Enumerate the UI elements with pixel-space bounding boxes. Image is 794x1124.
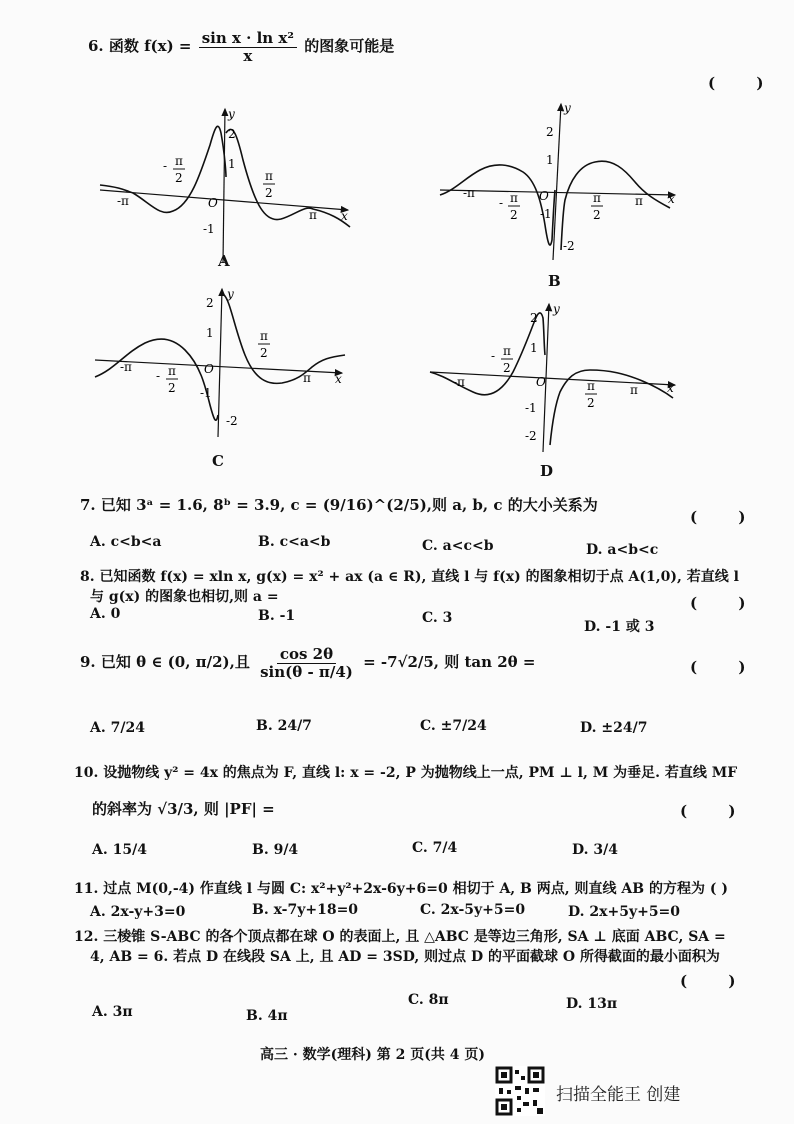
a-neg-pi: -π bbox=[117, 194, 129, 208]
b-tick-neg1: -1 bbox=[540, 207, 552, 221]
q10-line2: 的斜率为 √3/3, 则 |PF| = bbox=[92, 800, 275, 818]
b-half-pi-num: π bbox=[593, 191, 601, 205]
q9-prefix: 9. 已知 θ ∈ (0, π/2),且 bbox=[80, 653, 250, 671]
a-origin: O bbox=[208, 196, 218, 210]
c-y-label: y bbox=[227, 287, 234, 301]
d-x-label: x bbox=[667, 381, 674, 395]
a-pi: π bbox=[309, 208, 317, 222]
q9-denominator: sin(θ - π/4) bbox=[260, 662, 353, 681]
b-tick-1: 1 bbox=[546, 153, 554, 167]
q10-option-b: B. 9/4 bbox=[252, 842, 299, 858]
q8-option-b: B. -1 bbox=[258, 608, 296, 624]
q10-option-c: C. 7/4 bbox=[412, 840, 458, 856]
a-tick-1: 1 bbox=[228, 157, 236, 171]
q7-option-c: C. a<c<b bbox=[422, 538, 494, 554]
d-half-pi-den: 2 bbox=[587, 396, 595, 410]
q7-stem bbox=[80, 494, 598, 515]
b-y-label: y bbox=[564, 101, 571, 115]
q10-option-a: A. 15/4 bbox=[92, 842, 147, 858]
q6-denominator: x bbox=[243, 46, 253, 65]
d-tick-neg2: -2 bbox=[525, 429, 537, 443]
watermark-text: 扫描全能王 创建 bbox=[556, 1085, 681, 1105]
c-neg-half-pi-den: 2 bbox=[168, 381, 176, 395]
a-neg-half-pi-num: π bbox=[175, 154, 183, 168]
q11-option-a: A. 2x-y+3=0 bbox=[90, 904, 186, 920]
q10-line1: 10. 设抛物线 y² = 4x 的焦点为 F, 直线 l: x = -2, P 为抛物线上一点, PM ⊥ l, M 为垂足. 若直线 MF bbox=[74, 765, 738, 781]
c-tick-1: 1 bbox=[206, 326, 214, 340]
q9-fraction bbox=[257, 646, 356, 680]
q9-option-a: A. 7/24 bbox=[90, 720, 145, 736]
a-half-pi-den: 2 bbox=[265, 186, 273, 200]
graph-a bbox=[95, 105, 360, 270]
c-neg-pi: -π bbox=[120, 360, 132, 374]
c-half-pi-num: π bbox=[260, 329, 268, 343]
b-tick-2: 2 bbox=[546, 125, 554, 139]
page-footer: 高三 · 数学(理科) 第 2 页(共 4 页) bbox=[260, 1047, 485, 1063]
d-neg-pi: -π bbox=[453, 375, 465, 389]
b-neg-half-pi-den: 2 bbox=[510, 208, 518, 222]
q7-option-a: A. c<b<a bbox=[90, 534, 162, 550]
a-neg-sign: - bbox=[163, 159, 168, 173]
q11-option-d: D. 2x+5y+5=0 bbox=[568, 904, 681, 920]
q9-rhs: = -7√2/5, 则 tan 2θ = bbox=[363, 653, 536, 671]
c-neg-half-pi-num: π bbox=[168, 364, 176, 378]
q6-answer-blank: ( ) bbox=[708, 74, 782, 92]
b-neg-sign: - bbox=[499, 196, 504, 210]
q6-fraction bbox=[199, 30, 297, 64]
q7-option-d: D. a<b<c bbox=[586, 542, 659, 558]
q7-stem-tail: ,则 a, b, c 的大小关系为 bbox=[426, 496, 598, 514]
q12-answer-blank: ( ) bbox=[680, 972, 754, 990]
q6-suffix: 的图象可能是 bbox=[304, 37, 395, 55]
a-neg-half-pi-den: 2 bbox=[175, 171, 183, 185]
c-neg-sign: - bbox=[156, 369, 161, 383]
d-half-pi-num: π bbox=[587, 379, 595, 393]
q8-answer-blank: ( ) bbox=[690, 594, 764, 612]
b-half-pi-den: 2 bbox=[593, 208, 601, 222]
b-neg-half-pi-num: π bbox=[510, 191, 518, 205]
qr-code-icon bbox=[495, 1066, 545, 1116]
d-neg-sign: - bbox=[491, 349, 496, 363]
q9-option-c: C. ±7/24 bbox=[420, 718, 487, 734]
q10-option-d: D. 3/4 bbox=[572, 842, 618, 858]
c-tick-2: 2 bbox=[206, 296, 214, 310]
d-tick-neg1: -1 bbox=[525, 401, 537, 415]
d-neg-half-pi-den: 2 bbox=[503, 361, 511, 375]
c-pi: π bbox=[303, 371, 311, 385]
q12-option-a: A. 3π bbox=[92, 1004, 133, 1020]
q7-stem-main: 7. 已知 3ᵃ = 1.6, 8ᵇ = 3.9, c = (9/16)^(2/5) bbox=[80, 496, 427, 514]
graph-b bbox=[435, 100, 685, 265]
q8-option-c: C. 3 bbox=[422, 610, 453, 626]
a-tick-2: 2 bbox=[228, 127, 236, 141]
q6-stem bbox=[88, 30, 394, 64]
b-pi: π bbox=[635, 194, 643, 208]
graph-c bbox=[90, 285, 350, 445]
q8-line2: 与 g(x) 的图象也相切,则 a = bbox=[90, 589, 279, 605]
q12-option-b: B. 4π bbox=[246, 1008, 288, 1024]
b-neg-pi: -π bbox=[463, 186, 475, 200]
b-tick-neg2: -2 bbox=[563, 239, 575, 253]
c-half-pi-den: 2 bbox=[260, 346, 268, 360]
graph-d-label: D bbox=[540, 462, 554, 480]
graph-c-label: C bbox=[212, 452, 224, 470]
d-pi: π bbox=[630, 383, 638, 397]
q12-option-c: C. 8π bbox=[408, 992, 449, 1008]
q12-line1: 12. 三棱锥 S-ABC 的各个顶点都在球 O 的表面上, 且 △ABC 是等边三角形, SA ⊥ 底面 ABC, SA = bbox=[74, 929, 726, 945]
q9-numerator: cos 2θ bbox=[277, 646, 336, 664]
q9-answer-blank: ( ) bbox=[690, 658, 764, 676]
b-origin: O bbox=[539, 189, 549, 203]
q7-answer-blank: ( ) bbox=[690, 508, 764, 526]
a-x-label: x bbox=[341, 209, 348, 223]
q8-line1: 8. 已知函数 f(x) = xln x, g(x) = x² + ax (a ∈ R), 直线 l 与 f(x) 的图象相切于点 A(1,0), 若直线 l bbox=[80, 569, 739, 585]
q8-option-a: A. 0 bbox=[90, 606, 121, 622]
graph-b-label: B bbox=[548, 272, 561, 290]
q11-line1: 11. 过点 M(0,-4) 作直线 l 与圆 C: x²+y²+2x-6y+6=0 相切于 A, B 两点, 则直线 AB 的方程为 ( ) bbox=[74, 881, 728, 897]
q9-stem bbox=[80, 646, 535, 680]
d-tick-2: 2 bbox=[530, 311, 538, 325]
graph-a-label: A bbox=[218, 252, 230, 270]
q8-option-d: D. -1 或 3 bbox=[584, 619, 655, 635]
graph-d bbox=[425, 300, 685, 460]
q12-line2: 4, AB = 6. 若点 D 在线段 SA 上, 且 AD = 3SD, 则过点 D 的平面截球 O 所得截面的最小面积为 bbox=[90, 949, 720, 965]
c-tick-neg2: -2 bbox=[226, 414, 238, 428]
c-tick-neg1: -1 bbox=[200, 386, 212, 400]
d-origin: O bbox=[536, 375, 546, 389]
c-origin: O bbox=[204, 362, 214, 376]
a-tick-neg1: -1 bbox=[203, 222, 215, 236]
d-y-label: y bbox=[553, 302, 560, 316]
q11-option-b: B. x-7y+18=0 bbox=[252, 902, 359, 918]
d-neg-half-pi-num: π bbox=[503, 344, 511, 358]
q6-numerator: sin x · ln x² bbox=[199, 30, 297, 48]
q10-answer-blank: ( ) bbox=[680, 802, 754, 820]
q11-option-c: C. 2x-5y+5=0 bbox=[420, 902, 526, 918]
d-tick-1: 1 bbox=[530, 341, 538, 355]
q12-option-d: D. 13π bbox=[566, 996, 618, 1012]
a-y-label: y bbox=[228, 107, 235, 121]
q6-prefix: 6. 函数 f(x) = bbox=[88, 37, 192, 55]
q7-option-b: B. c<a<b bbox=[258, 534, 331, 550]
b-x-label: x bbox=[668, 192, 675, 206]
q9-option-d: D. ±24/7 bbox=[580, 720, 648, 736]
c-x-label: x bbox=[335, 372, 342, 386]
a-half-pi-num: π bbox=[265, 169, 273, 183]
q9-option-b: B. 24/7 bbox=[256, 718, 312, 734]
